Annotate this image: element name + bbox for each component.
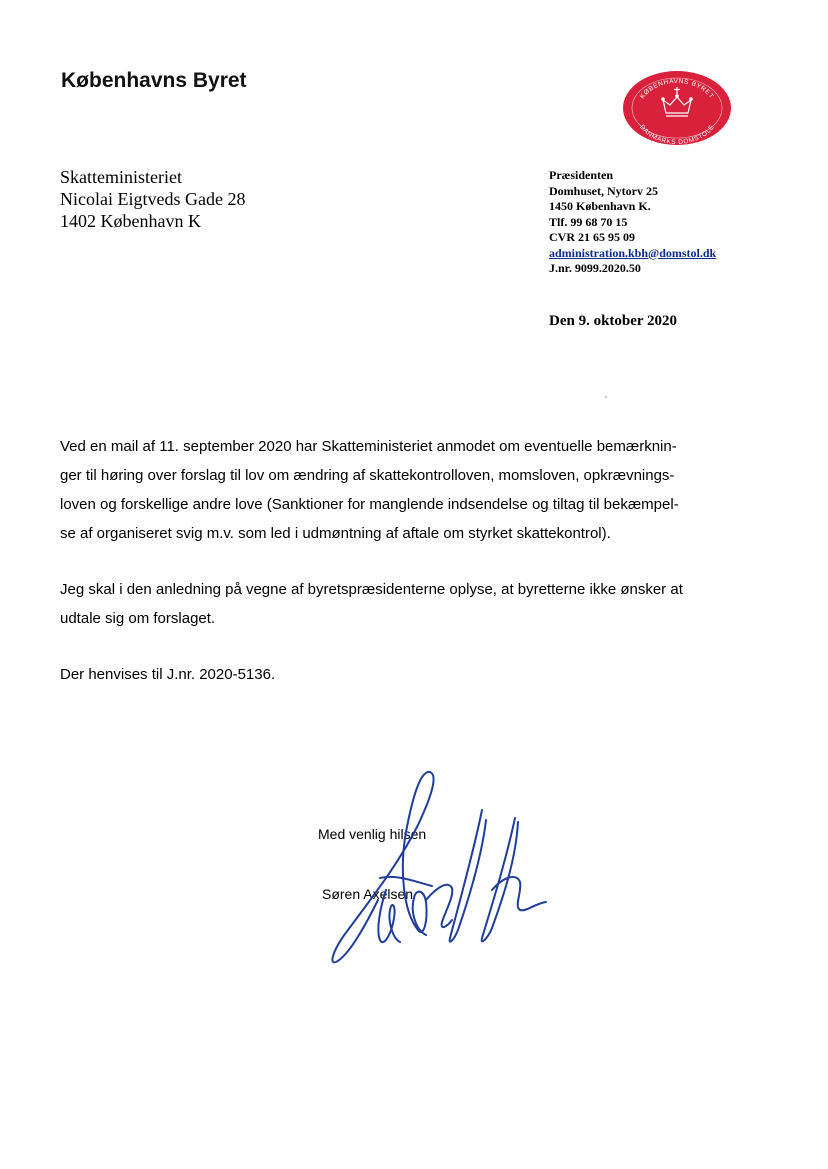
- sender-title: Præsidenten: [549, 168, 613, 182]
- sender-address2: 1450 København K.: [549, 199, 651, 213]
- sender-address1: Domhuset, Nytorv 25: [549, 183, 658, 198]
- court-seal-logo: [622, 70, 732, 146]
- recipient-line: Skatteministeriet: [60, 167, 182, 187]
- body-paragraph-3: Der henvises til J.nr. 2020-5136.: [60, 666, 276, 683]
- paragraph-line: udtale sig om forslaget.: [60, 610, 216, 627]
- court-name: Københavns Byret: [61, 69, 247, 92]
- sender-cvr: CVR 21 65 95 09: [549, 230, 635, 244]
- closing-greeting: Med venlig hilsen: [318, 826, 427, 842]
- recipient-address: [60, 166, 245, 232]
- seal-text-top: KØBENHAVNS BYRET: [639, 77, 715, 101]
- sender-phone: Tlf. 99 68 70 15: [549, 214, 628, 229]
- recipient-line: 1402 København K: [60, 211, 201, 231]
- recipient-line: Nicolai Eigtveds Gade 28: [60, 189, 246, 209]
- handwritten-signature: [320, 770, 550, 965]
- body-paragraph-2: [60, 575, 732, 633]
- sender-email-link[interactable]: administration.kbh@domstol.dk: [549, 245, 717, 260]
- paragraph-line: ger til høring over forslag til lov om ændring af skattekontrolloven, momsloven, opkrævnings-: [60, 467, 675, 484]
- scan-speck: [605, 396, 607, 398]
- paragraph-line: Ved en mail af 11. september 2020 har Skatteministeriet anmodet om eventuelle bemærknin-: [60, 438, 677, 455]
- signer-name: Søren Axelsen: [322, 886, 414, 902]
- sender-info: [549, 168, 716, 277]
- paragraph-line: se af organiseret svig m.v. som led i udmøntning af aftale om styrket skattekontrol).: [60, 525, 611, 542]
- body-paragraph-1: [60, 432, 732, 548]
- letter-date: Den 9. oktober 2020: [549, 313, 678, 329]
- sender-journal-number: J.nr. 9099.2020.50: [549, 261, 641, 275]
- paragraph-line: loven og forskellige andre love (Sanktioner for manglende indsendelse og tiltag til bekæmpel-: [60, 496, 679, 513]
- seal-text-bottom: DANMARKS DOMSTOLE: [638, 123, 716, 146]
- paragraph-line: Jeg skal i den anledning på vegne af byretspræsidenterne oplyse, at byretterne ikke ønsker at: [60, 581, 683, 598]
